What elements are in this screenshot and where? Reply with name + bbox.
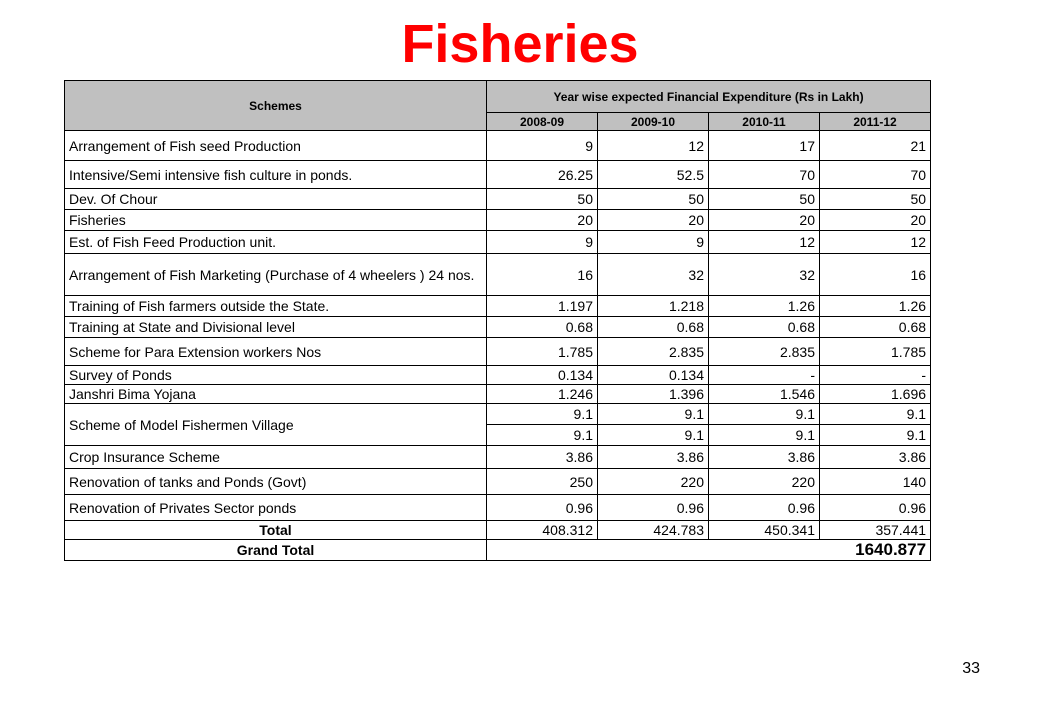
year-header: 2008-09 [487,113,598,131]
year-header: 2010-11 [709,113,820,131]
table-row [65,189,931,210]
scheme-name: Renovation of Privates Sector ponds [65,495,487,521]
value-cell: 0.134 [598,366,709,385]
value-cell: 9.1 [598,404,709,425]
value-cell: 12 [598,131,709,161]
value-cell: 12 [820,231,931,254]
value-cell: 1.197 [487,296,598,317]
table-row [65,317,931,338]
scheme-name: Arrangement of Fish Marketing (Purchase of 4 wheelers ) 24 nos. [65,254,487,296]
value-cell: 9.1 [709,404,820,425]
value-cell: 9.1 [487,404,598,425]
value-cell: 17 [709,131,820,161]
grand-total-label: Grand Total [65,540,487,561]
value-cell: 50 [487,189,598,210]
value-cell: 0.134 [487,366,598,385]
value-cell: 1.546 [709,385,820,404]
total-label: Total [65,521,487,540]
value-cell: 1.696 [820,385,931,404]
value-cell: 9.1 [487,425,598,446]
scheme-name: Training of Fish farmers outside the State. [65,296,487,317]
value-cell: 16 [487,254,598,296]
value-cell: 70 [709,161,820,189]
value-cell: 9.1 [598,425,709,446]
value-cell: - [820,366,931,385]
table-row [65,469,931,495]
year-header: 2011-12 [820,113,931,131]
value-cell: 70 [820,161,931,189]
total-cell: 450.341 [709,521,820,540]
table-row [65,495,931,521]
value-cell: 250 [487,469,598,495]
value-cell: 21 [820,131,931,161]
value-cell: 50 [820,189,931,210]
value-cell: 1.26 [709,296,820,317]
scheme-name: Arrangement of Fish seed Production [65,131,487,161]
value-cell: - [709,366,820,385]
value-cell: 3.86 [709,446,820,469]
value-cell: 0.68 [820,317,931,338]
value-cell: 20 [598,210,709,231]
scheme-name: Janshri Bima Yojana [65,385,487,404]
value-cell: 50 [598,189,709,210]
value-cell: 0.68 [709,317,820,338]
value-cell: 220 [709,469,820,495]
value-cell: 20 [820,210,931,231]
value-cell: 1.396 [598,385,709,404]
scheme-name: Intensive/Semi intensive fish culture in ponds. [65,161,487,189]
table-row [65,296,931,317]
value-cell: 3.86 [598,446,709,469]
value-cell: 26.25 [487,161,598,189]
table-row [65,366,931,385]
year-header: 2009-10 [598,113,709,131]
table-row [65,131,931,161]
table-row [65,404,931,425]
expenditure-header: Year wise expected Financial Expenditure (Rs in Lakh) [487,81,931,113]
value-cell: 0.96 [709,495,820,521]
value-cell: 0.96 [487,495,598,521]
scheme-name: Survey of Ponds [65,366,487,385]
scheme-name: Renovation of tanks and Ponds (Govt) [65,469,487,495]
value-cell: 2.835 [598,338,709,366]
scheme-name: Est. of Fish Feed Production unit. [65,231,487,254]
value-cell: 32 [709,254,820,296]
page-title: Fisheries [401,14,639,74]
grand-total-row [65,540,931,561]
value-cell: 1.785 [487,338,598,366]
value-cell: 9 [487,131,598,161]
value-cell: 52.5 [598,161,709,189]
value-cell: 9.1 [820,425,931,446]
scheme-name: Training at State and Divisional level [65,317,487,338]
table-row [65,385,931,404]
scheme-name: Scheme for Para Extension workers Nos [65,338,487,366]
value-cell: 3.86 [820,446,931,469]
value-cell: 1.218 [598,296,709,317]
value-cell: 0.68 [487,317,598,338]
table-row [65,231,931,254]
table-row [65,161,931,189]
scheme-name: Crop Insurance Scheme [65,446,487,469]
expenditure-table [64,80,931,561]
value-cell: 50 [709,189,820,210]
scheme-name: Dev. Of Chour [65,189,487,210]
value-cell: 9 [487,231,598,254]
value-cell: 12 [709,231,820,254]
value-cell: 20 [709,210,820,231]
table-row [65,254,931,296]
value-cell: 20 [487,210,598,231]
value-cell: 3.86 [487,446,598,469]
value-cell: 9 [598,231,709,254]
value-cell: 220 [598,469,709,495]
total-cell: 424.783 [598,521,709,540]
schemes-header: Schemes [65,81,487,131]
value-cell: 16 [820,254,931,296]
value-cell: 9.1 [709,425,820,446]
value-cell: 0.68 [598,317,709,338]
page-number: 33 [962,660,980,677]
table-row [65,210,931,231]
value-cell: 2.835 [709,338,820,366]
value-cell: 32 [598,254,709,296]
total-row [65,521,931,540]
value-cell: 0.96 [598,495,709,521]
value-cell: 1.246 [487,385,598,404]
total-cell: 357.441 [820,521,931,540]
value-cell: 140 [820,469,931,495]
total-cell: 408.312 [487,521,598,540]
table-row [65,338,931,366]
scheme-name: Scheme of Model Fishermen Village [65,404,487,446]
value-cell: 1.26 [820,296,931,317]
table-row [65,446,931,469]
value-cell: 0.96 [820,495,931,521]
scheme-name: Fisheries [65,210,487,231]
value-cell: 1.785 [820,338,931,366]
value-cell: 9.1 [820,404,931,425]
grand-total-value: 1640.877 [487,540,931,561]
